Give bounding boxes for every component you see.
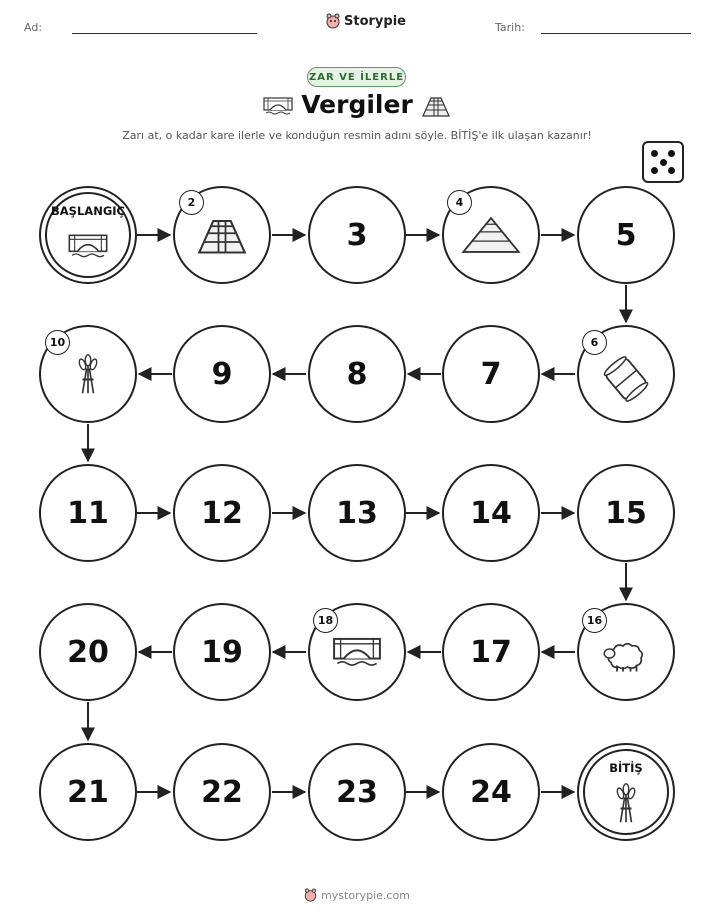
- board-cell: [173, 464, 271, 562]
- bridge-icon: [332, 634, 382, 670]
- cell-number: 19: [201, 634, 243, 670]
- pyramid-icon: [194, 214, 250, 256]
- cell-badge: 4: [447, 190, 472, 215]
- date-label: Tarih:: [495, 21, 525, 34]
- cell-badge: 10: [45, 330, 70, 355]
- bridge-icon: [68, 231, 108, 261]
- footer: [0, 888, 714, 902]
- cell-number: 22: [201, 774, 243, 810]
- board-cell: [39, 603, 137, 701]
- cell-badge: 16: [582, 608, 607, 633]
- wheat-icon: [612, 781, 640, 825]
- scroll-icon: [603, 356, 649, 402]
- sheep-icon: [602, 637, 650, 673]
- page-title: Vergiler: [301, 90, 413, 119]
- cell-number: 11: [67, 495, 109, 531]
- cell-badge: 18: [313, 608, 338, 633]
- board-cell: [173, 603, 271, 701]
- start-label: BAŞLANGIÇ: [51, 204, 125, 218]
- board-cell: [308, 743, 406, 841]
- cell-number: 21: [67, 774, 109, 810]
- board-cell: [308, 186, 406, 284]
- board-cell: [577, 186, 675, 284]
- cell-badge: 6: [582, 330, 607, 355]
- pyramid-icon: [460, 215, 522, 255]
- cell-number: 7: [480, 356, 502, 392]
- board-cell: [308, 464, 406, 562]
- mascot-icon: [304, 888, 317, 902]
- wheat-icon: [74, 352, 102, 396]
- cell-number: 17: [470, 634, 512, 670]
- name-label: Ad:: [24, 21, 43, 34]
- board-cell: [442, 325, 540, 423]
- start-cell: [39, 186, 137, 284]
- board-cell: [173, 325, 271, 423]
- cell-number: 15: [605, 495, 647, 531]
- board-cell: [442, 464, 540, 562]
- cell-number: 14: [470, 495, 512, 531]
- cell-number: 23: [336, 774, 378, 810]
- board-cell: [173, 743, 271, 841]
- cell-number: 8: [346, 356, 368, 392]
- board-cell: [442, 603, 540, 701]
- cell-number: 13: [336, 495, 378, 531]
- cell-number: 12: [201, 495, 243, 531]
- board-cell: [39, 464, 137, 562]
- board-cell: [442, 743, 540, 841]
- board-cell: [308, 325, 406, 423]
- cell-number: 5: [615, 217, 637, 253]
- instructions: Zarı at, o kadar kare ilerle ve konduğun resmin adını söyle. BİTİŞ'e ilk ulaşan kazanır!: [122, 129, 592, 142]
- board-cell: [577, 464, 675, 562]
- cell-number: 9: [211, 356, 233, 392]
- finish-cell: [577, 743, 675, 841]
- footer-url[interactable]: mystorypie.com: [321, 888, 410, 902]
- cell-badge: 2: [179, 190, 204, 215]
- brand-name: Storypie: [344, 13, 406, 29]
- cell-number: 20: [67, 634, 109, 670]
- board-cell: [39, 743, 137, 841]
- cell-number: 24: [470, 774, 512, 810]
- cell-number: 3: [346, 217, 368, 253]
- finish-label: BİTİŞ: [609, 761, 643, 775]
- game-tag: ZAR VE İLERLE: [307, 67, 406, 87]
